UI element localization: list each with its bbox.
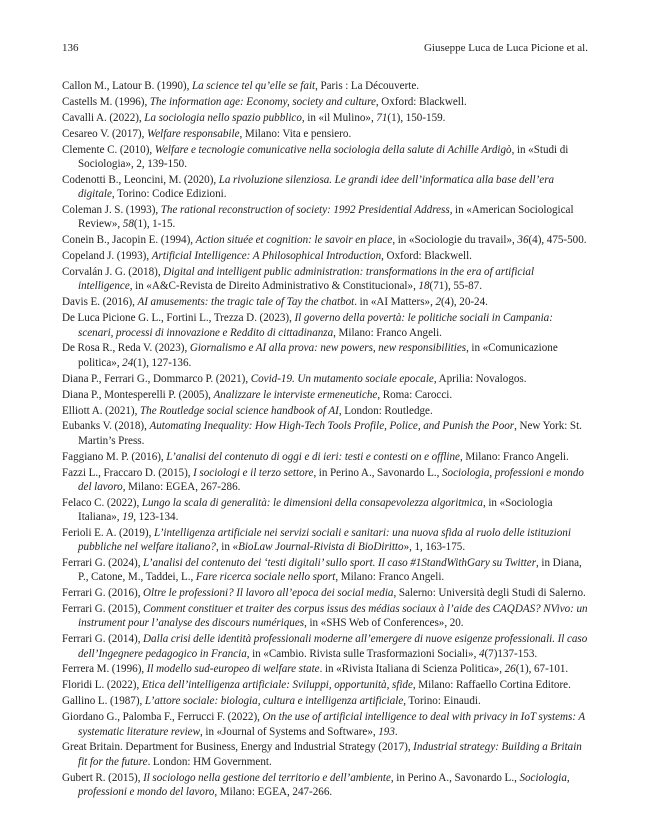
reference-italic-run: 71 — [376, 111, 388, 124]
reference-run: De Luca Picione G. L., Fortini L., Trezza D. (2023), — [62, 312, 295, 325]
reference-entry — [62, 95, 588, 109]
reference-run: , in «A&C-Revista de Direito Administrativo & Constitucional», — [129, 280, 419, 293]
reference-entry — [62, 450, 588, 464]
reference-run: », 1, 163-175. — [403, 541, 466, 554]
reference-italic-run: Lungo la scala di generalità: le dimensioni della consapevolezza algoritmica — [141, 496, 483, 509]
reference-italic-run: The Routledge social science handbook of AI — [139, 404, 339, 417]
reference-italic-run: Automating Inequality: How High-Tech Tools Profile, Police, and Punish the Poor — [149, 420, 515, 433]
reference-run: Clemente C. (2010), — [62, 143, 155, 156]
reference-italic-run: Industrial strategy: Building a Britain fit for the future — [78, 741, 582, 768]
reference-entry — [62, 404, 588, 418]
reference-run: , in « — [215, 541, 239, 554]
reference-run: Eubanks V. (2018), — [62, 420, 150, 433]
reference-italic-run: 19 — [122, 510, 134, 523]
running-header — [62, 42, 588, 54]
reference-run: Cesareo V. (2017), — [62, 127, 147, 140]
reference-italic-run: Action située et cognition: le savoir en place — [195, 234, 393, 247]
reference-run: Ferrari G. (2024), — [62, 557, 144, 570]
reference-italic-run: BioLaw Journal-Rivista di BioDiritto — [238, 541, 404, 554]
reference-italic-run: Digital and intelligent public administration: transformations in the era of artificial intelligence — [78, 266, 535, 293]
reference-italic-run: Sociologia, professioni e mondo del lavoro — [78, 771, 570, 798]
reference-entry — [62, 526, 588, 554]
reference-entry — [62, 143, 588, 171]
reference-run: , Oxford: Blackwell. — [381, 250, 472, 263]
reference-run: Copeland J. (1993), — [62, 250, 152, 263]
reference-run: , Oxford: Blackwell. — [375, 95, 467, 108]
reference-run: , in «SHS Web of Conferences», 20. — [304, 617, 464, 630]
reference-entry — [62, 111, 588, 125]
reference-italic-run: La science tel qu’elle se fait — [191, 80, 316, 92]
reference-run: Ferrera M. (1996), — [62, 663, 147, 676]
reference-run: , in Perino A., Savonardo L., — [313, 466, 442, 479]
reference-entry — [62, 127, 588, 141]
reference-run: (7)137-153. — [484, 647, 538, 660]
reference-run: Cavalli A. (2022), — [62, 111, 145, 124]
reference-italic-run: 36 — [517, 234, 529, 247]
reference-run: , Milano: Franco Angeli. — [459, 450, 569, 463]
reference-italic-run: 4 — [478, 647, 485, 660]
reference-italic-run: Welfare responsabile — [146, 127, 240, 140]
reference-run: Diana P., Ferrari G., Dommarco P. (2021), — [62, 372, 251, 385]
reference-entry — [62, 388, 588, 402]
reference-run: , Aprilia: Novalogos. — [433, 372, 527, 385]
reference-run: Faggiano M. P. (2016), — [62, 450, 167, 463]
reference-run: , Milano: Raffaello Cortina Editore. — [412, 679, 571, 692]
reference-run: Callon M., Latour B. (1990), — [62, 80, 192, 92]
reference-run: (1), 67-101. — [515, 663, 569, 676]
reference-italic-run: Comment constituer et traiter des corpus issus des médias sociaux à l’aide des CAQDAS? NVivo: un instrument pour l’analyse des discours numériques — [78, 603, 588, 630]
reference-italic-run: Il sociologo nella gestione del territorio e dell’ambiente — [143, 771, 391, 784]
reference-italic-run: Oltre le professioni? Il lavoro all’epoca dei social media — [143, 587, 394, 600]
reference-run: Ferrari G. (2016), — [62, 587, 144, 600]
reference-entry — [62, 203, 588, 231]
reference-run: (4), 20-24. — [440, 296, 488, 309]
reference-italic-run: Artificial Intelligence: A Philosophical Introduction — [151, 250, 382, 263]
reference-entry — [62, 771, 588, 799]
reference-italic-run: Covid-19. Un mutamento sociale epocale — [250, 372, 434, 385]
reference-entry — [62, 662, 588, 676]
reference-run: , Milano: Franco Angeli. — [335, 571, 445, 584]
reference-italic-run: Analizzare le interviste ermeneutiche — [213, 388, 378, 401]
reference-italic-run: Welfare e tecnologie comunicative nella sociologia della salute di Achille Ardigò — [154, 143, 512, 156]
reference-run: , Milano: Vita e pensiero. — [239, 127, 352, 140]
reference-italic-run: Giornalismo e AI alla prova: new powers, new responsibilities — [189, 342, 467, 355]
reference-entry — [62, 632, 588, 660]
reference-run: . London: HM Government. — [147, 755, 272, 768]
reference-italic-run: 58 — [122, 218, 134, 231]
reference-italic-run: 193 — [378, 725, 395, 738]
reference-run: Corvalán J. G. (2018), — [62, 266, 164, 279]
reference-run: , Salerno: Università degli Studi di Salerno. — [393, 587, 586, 600]
reference-run: (1), 150-159. — [387, 111, 446, 124]
reference-italic-run: 18 — [418, 280, 430, 293]
reference-italic-run: 24 — [122, 356, 134, 369]
reference-run: , Milano: EGEA, 267-286. — [122, 480, 241, 493]
reference-run: Floridi L. (2022), — [62, 679, 142, 692]
reference-run: Davis E. (2016), — [62, 296, 138, 309]
reference-italic-run: Sociologia, professioni e mondo del lavoro — [78, 466, 584, 493]
reference-entry — [62, 740, 588, 768]
reference-italic-run: La sociologia nello spazio pubblico — [144, 111, 302, 124]
reference-entry — [62, 311, 588, 339]
reference-entry — [62, 710, 588, 738]
reference-run: Diana P., Montesperelli P. (2005), — [62, 388, 214, 401]
reference-run: Castells M. (1996), — [62, 95, 150, 108]
reference-entry — [62, 249, 588, 263]
reference-entry — [62, 341, 588, 369]
reference-italic-run: Dalla crisi delle identità professionali moderne all’emergere di nuove esigenze professionali. Il caso dell’Ingegnere pedagogico in Francia — [78, 633, 588, 660]
reference-run: . in «Rivista Italiana di Scienza Politica», — [319, 663, 505, 676]
reference-run: (1), 127-136. — [133, 356, 192, 369]
reference-run: . — [394, 725, 398, 738]
reference-entry — [62, 233, 588, 247]
reference-entry — [62, 586, 588, 600]
reference-italic-run: The information age: Economy, society and culture — [149, 95, 376, 108]
reference-run: , in Perino A., Savonardo L., — [390, 771, 520, 784]
reference-run: , in «Sociologie du travail», — [392, 234, 518, 247]
reference-run: Conein B., Jacopin E. (1994), — [62, 234, 196, 247]
reference-italic-run: Il modello sud-europeo di welfare state — [146, 663, 320, 676]
reference-italic-run: AI amusements: the tragic tale of Tay the chatbot — [137, 296, 355, 309]
reference-entry — [62, 265, 588, 293]
reference-run: , Torino: Codice Edizioni. — [111, 188, 227, 201]
reference-run: Ferrari G. (2015), — [62, 603, 144, 616]
reference-run: , in «American Sociological Review», — [78, 204, 574, 231]
reference-entry — [62, 556, 588, 584]
reference-run: , London: Routledge. — [338, 404, 433, 417]
reference-entry — [62, 295, 588, 309]
reference-italic-run: La rivoluzione silenziosa. Le grandi idee dell’informatica alla base dell’era digitale — [78, 173, 555, 201]
reference-run: , 123-134. — [133, 510, 179, 523]
reference-run: , Paris : La Découverte. — [315, 80, 420, 92]
reference-run: Fazzi L., Fraccaro D. (2015), — [62, 466, 194, 479]
page-number: 136 — [62, 42, 79, 54]
reference-italic-run: The rational reconstruction of society: 1992 Presidential Address — [160, 204, 450, 217]
reference-run: Felaco C. (2022), — [62, 496, 142, 509]
reference-italic-run: L’analisi del contenuto dei ‘testi digitali’ sullo sport. Il caso #1StandWithGary su Twitter — [143, 557, 537, 570]
reference-run: De Rosa R., Reda V. (2023), — [62, 342, 190, 355]
reference-run: , in «il Mulino», — [301, 111, 377, 124]
reference-entry — [62, 496, 588, 524]
reference-run: , in «Sociologia Italiana», — [78, 496, 553, 523]
reference-run: Coleman J. S. (1993), — [62, 204, 161, 217]
reference-run: , in «Comunicazione politica», — [78, 342, 558, 369]
reference-italic-run: Fare ricerca sociale nello sport — [195, 571, 336, 584]
reference-italic-run: L’intelligenza artificiale nei servizi sociali e sanitari: una nuova sfida al ruolo delle istituzioni pubbliche nel welfare italiano? — [78, 526, 571, 554]
reference-run: , Torino: Einaudi. — [403, 695, 481, 708]
reference-run: , in Diana, P., Catone, M., Taddei, L., — [78, 557, 582, 584]
reference-italic-run: L’analisi del contenuto di oggi e di ieri: testi e contesti on e offline — [166, 450, 460, 463]
reference-run: (71), 55-87. — [429, 280, 483, 293]
reference-entry — [62, 694, 588, 708]
reference-run: Codenotti B., Leoncini, M. (2020), — [62, 173, 219, 186]
reference-run: , in «Cambio. Rivista sulle Trasformazioni Sociali», — [246, 647, 479, 660]
reference-entry — [62, 173, 588, 201]
reference-run: Ferioli E. A. (2019), — [62, 526, 154, 539]
reference-run: . in «AI Matters», — [354, 296, 436, 309]
reference-italic-run: On the use of artificial intelligence to deal with privacy in IoT systems: A systematic literature review — [78, 711, 585, 738]
reference-run: (1), 1-15. — [133, 218, 176, 231]
reference-entry — [62, 678, 588, 692]
reference-run: Giordano G., Palomba F., Ferrucci F. (2022), — [62, 711, 263, 724]
reference-italic-run: 2 — [435, 296, 441, 309]
running-title: Giuseppe Luca de Luca Picione et al. — [423, 42, 588, 54]
reference-run: (4), 475-500. — [528, 234, 587, 247]
reference-entry — [62, 79, 588, 93]
reference-run: Elliott A. (2021), — [62, 404, 140, 417]
reference-run: , Roma: Carocci. — [377, 388, 453, 401]
reference-run: Gubert R. (2015), — [62, 771, 144, 784]
reference-run: Gallino L. (1987), — [62, 695, 145, 708]
reference-entry — [62, 419, 588, 447]
reference-run: , New York: St. Martin’s Press. — [78, 420, 582, 447]
reference-entry — [62, 372, 588, 386]
reference-run: , Milano: Franco Angeli. — [333, 326, 442, 339]
reference-italic-run: I sociologi e il terzo settore — [193, 466, 314, 479]
reference-italic-run: L’attore sociale: biologia, cultura e intelligenza artificiale — [144, 695, 404, 708]
reference-entry — [62, 466, 588, 494]
reference-run: , in «Studi di Sociologia», 2, 139-150. — [78, 143, 569, 171]
reference-run: , Milano: EGEA, 247-266. — [214, 785, 333, 798]
reference-italic-run: Il governo della povertà: le politiche sociali in Campania: scenari, processi di innovazione e Reddito di cittadinanza — [78, 312, 553, 339]
reference-italic-run: 26 — [504, 663, 516, 676]
reference-entry — [62, 602, 588, 630]
reference-list — [62, 79, 588, 801]
reference-run: Great Britain. Department for Business, Energy and Industrial Strategy (2017), — [62, 741, 414, 754]
reference-italic-run: Etica dell’intelligenza artificiale: Sviluppi, opportunità, sfide — [141, 679, 413, 692]
reference-run: , in «Journal of Systems and Software», — [200, 725, 379, 738]
reference-run: Ferrari G. (2014), — [62, 633, 144, 646]
